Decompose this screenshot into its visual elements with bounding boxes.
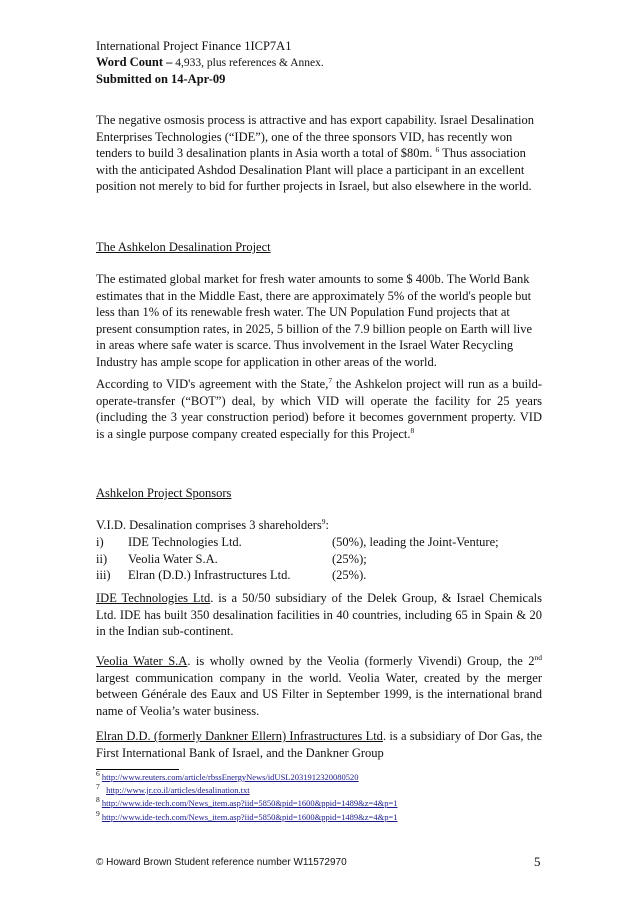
shareholder-list: [96, 534, 542, 584]
veolia-paragraph: Veolia Water S.A. is wholly owned by the Veolia (formerly Vivendi) Group, the 2nd largest communication company in the world. Veolia Water, created by the merger between Générale des Eaux and US Filter in September 1999, is the international brand name of Veolia’s water business.: [96, 652, 543, 718]
footnote-8: $^8$ http://www.ide-tech.com/News_item.asp?iid=5850&pid=1600&ppid=1489&z=4&p=1: [96, 795, 398, 808]
sponsors-intro: V.I.D. Desalination comprises 3 shareholders$^9$:: [96, 516, 329, 532]
word-count-label: Word Count –: [96, 55, 173, 69]
elran-name: Elran D.D. (formerly Dankner Ellern) Infrastructures Ltd: [96, 729, 383, 743]
footer-copyright: © Howard Brown Student reference number W11572970: [96, 857, 347, 868]
section-heading-sponsors: Ashkelon Project Sponsors: [96, 486, 232, 500]
footnote-ref-7: 7: [328, 375, 333, 385]
footnote-ref-6: 6: [435, 145, 440, 155]
bot-paragraph: [96, 376, 542, 442]
footnote-link[interactable]: http://www.jr.co.il/articles/desalination.txt: [106, 785, 250, 795]
bot-text-a: According to VID's agreement with the State,: [96, 377, 329, 391]
footnote-7: $^7$ http://www.jr.co.il/articles/desalination.txt: [96, 782, 250, 795]
shareholder-row: i) IDE Technologies Ltd. (50%), leading the Joint-Venture;: [96, 535, 499, 549]
document-header: [96, 38, 324, 87]
course-title: International Project Finance 1ICP7A1: [96, 39, 292, 53]
intro-text-cont: Thus association with the anticipated Ashdod Desalination Plant will place a participant in an excellent position not merely to bid for further projects in Israel, but also elsewhere in the world.: [96, 146, 532, 194]
footnote-6: $^6$ http://www.reuters.com/article/rbssEnergyNews/idUSL2031912320080520: [96, 769, 359, 782]
intro-text: The negative osmosis process is attractive and has export capability. Israel Desalination Enterprises Technologies (“IDE”), one of the three sponsors VID, has recently won tenders to build 3 desalination plants in Asia worth a total of $80m.: [96, 113, 534, 161]
intro-paragraph: [96, 112, 542, 195]
elran-paragraph: Elran D.D. (formerly Dankner Ellern) Infrastructures Ltd. is a subsidiary of Dor Gas, the First International Bank of Israel, and the Dankner Group: [96, 729, 542, 760]
word-count: [96, 54, 324, 71]
footnote-link[interactable]: http://www.ide-tech.com/News_item.asp?iid=5850&pid=1600&ppid=1489&z=4&p=1: [101, 798, 398, 808]
footnote-ref-9: 9: [321, 516, 326, 526]
ide-name: IDE Technologies Ltd: [96, 591, 211, 605]
word-count-value: 4,933, plus references & Annex.: [172, 57, 324, 69]
ide-paragraph: IDE Technologies Ltd. is a 50/50 subsidiary of the Delek Group, & Israel Chemicals Ltd. IDE has built 350 desalination facilities in 40 countries, including 65 in Spain & 20 in the Indian sub-continent.: [96, 591, 542, 639]
page-number: 5: [534, 854, 541, 869]
bot-text-b: the Ashkelon project will run as a build-operate-transfer (“BOT”) deal, by which VID will operate the facility for 25 years (including the 3 year construction period) before it becomes government property. VID is a single purpose company created especially for this Project.: [96, 377, 542, 441]
section-heading-ashkelon-project: The Ashkelon Desalination Project: [96, 240, 271, 254]
footnote-ref-8: 8: [410, 425, 415, 435]
footnote-9: $^9$ http://www.ide-tech.com/News_item.asp?iid=5850&pid=1600&ppid=1489&z=4&p=1: [96, 809, 398, 822]
sponsors-intro-text: V.I.D. Desalination comprises 3 shareholders: [96, 518, 322, 532]
footnote-link[interactable]: http://www.reuters.com/article/rbssEnergyNews/idUSL2031912320080520: [101, 772, 359, 782]
shareholder-row: iii) Elran (D.D.) Infrastructures Ltd. (25%).: [96, 568, 367, 583]
veolia-name: Veolia Water S.A: [96, 654, 188, 668]
footnote-divider: [96, 769, 179, 770]
submission-date: Submitted on 14-Apr-09: [96, 72, 226, 86]
footnote-link[interactable]: http://www.ide-tech.com/News_item.asp?iid=5850&pid=1600&ppid=1489&z=4&p=1: [101, 812, 398, 822]
shareholder-row: ii) Veolia Water S.A. (25%);: [96, 551, 367, 566]
market-paragraph: The estimated global market for fresh water amounts to some $ 400b. The World Bank estimates that in the Middle East, there are approximately 5% of the world's people but less than 1% of its renewable fresh water. The UN Population Fund projects that at present consumption rates, in 2025, 5 billion of the 7.9 billion people on Earth will live in areas where safe water is scarce. Thus involvement in the Israel Water Recycling Industry has ample scope for application in other areas of the world.: [96, 272, 533, 369]
